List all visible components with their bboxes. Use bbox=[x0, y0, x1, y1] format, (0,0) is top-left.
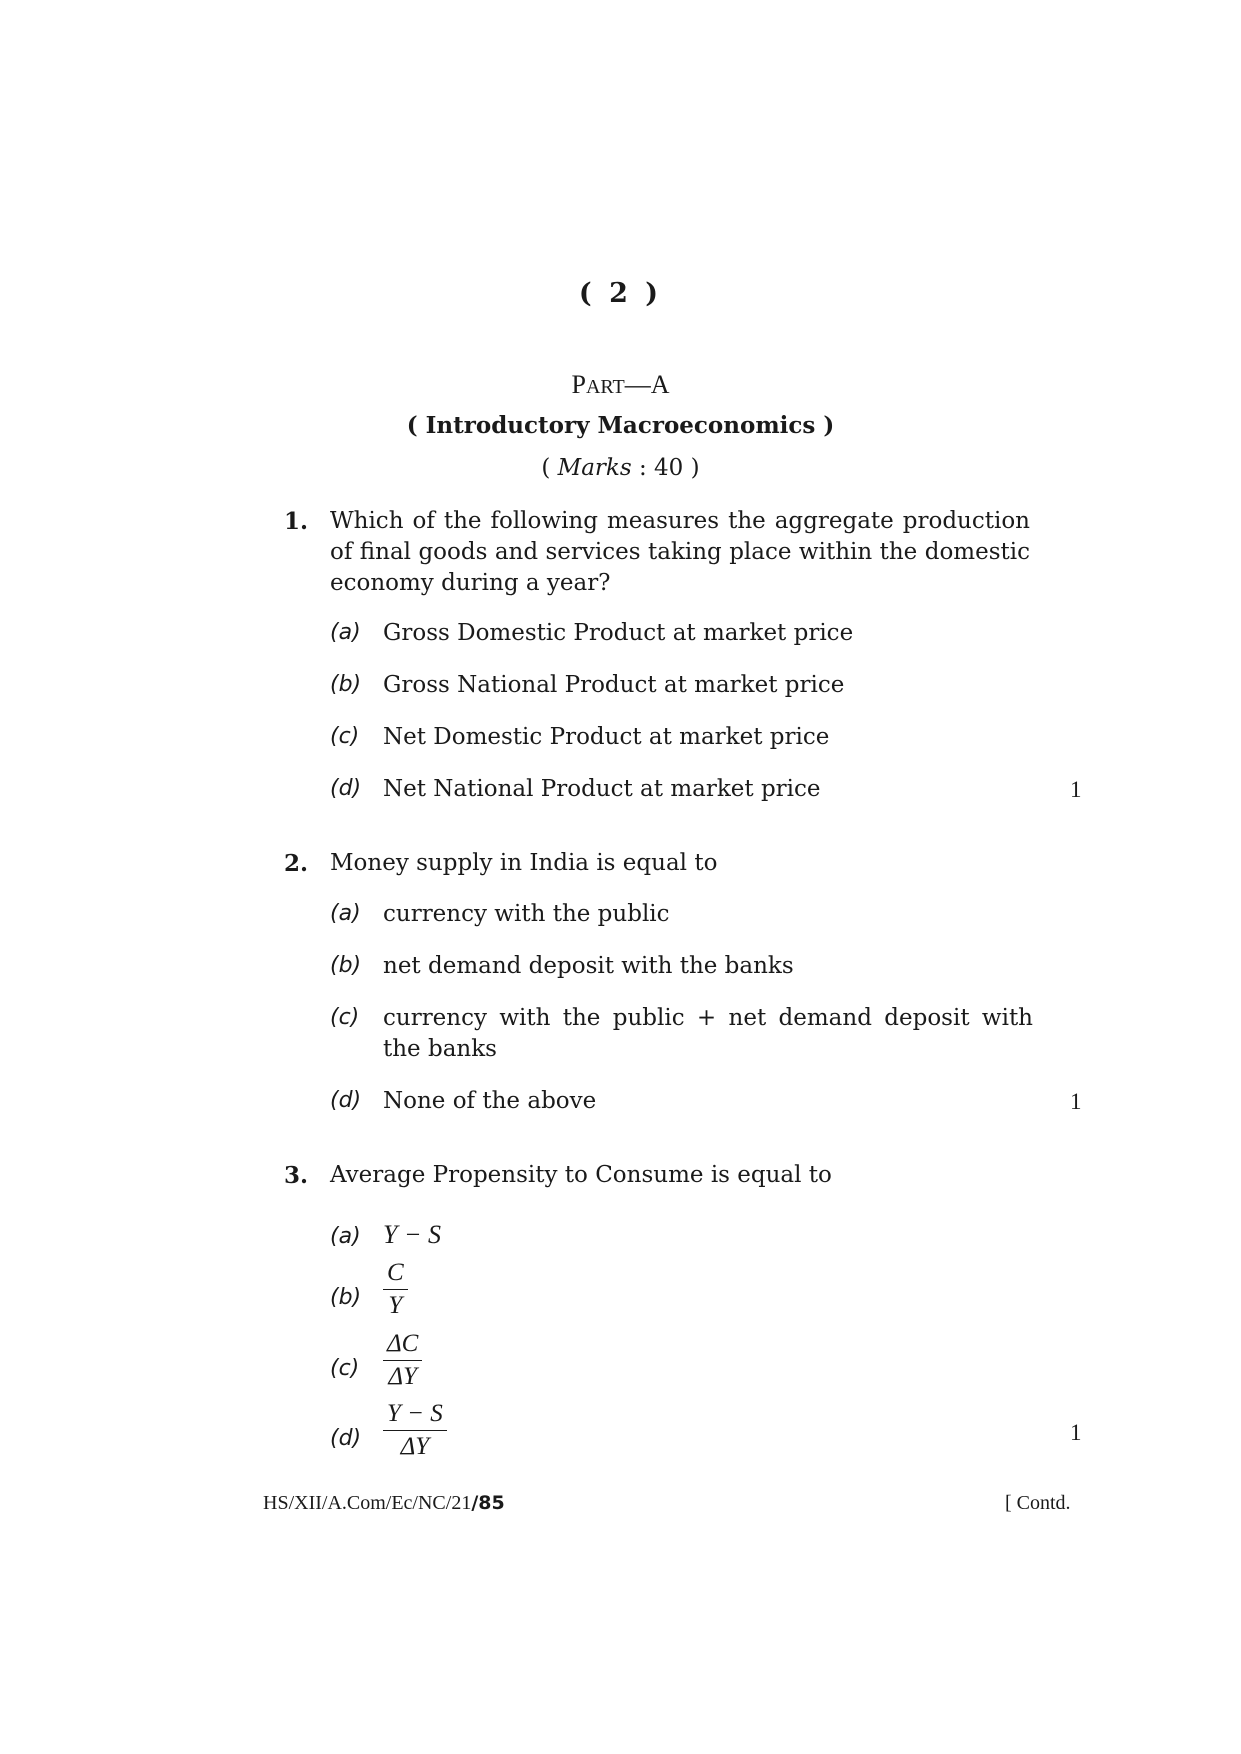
fraction-numerator: Y − S bbox=[383, 1400, 447, 1431]
option-label: (a) bbox=[330, 901, 361, 926]
option-label: (b) bbox=[330, 953, 362, 978]
paper-code-bold: /85 bbox=[471, 1492, 505, 1514]
option-text: Net National Product at market price bbox=[383, 776, 821, 802]
question-number: 1. bbox=[284, 508, 309, 535]
question-marks: 1 bbox=[1070, 1089, 1082, 1114]
fraction bbox=[383, 1259, 408, 1320]
option-text: net demand deposit with the banks bbox=[383, 953, 794, 979]
question-text: Average Propensity to Consume is equal to bbox=[330, 1162, 832, 1188]
option-label: (d) bbox=[330, 1088, 362, 1113]
fraction-denominator: Y bbox=[388, 1292, 403, 1319]
part-suffix: —A bbox=[624, 370, 670, 399]
question-number: 2. bbox=[284, 850, 309, 877]
marks-value: : 40 ) bbox=[638, 455, 700, 481]
fraction bbox=[383, 1400, 447, 1461]
option-label: (a) bbox=[330, 620, 361, 645]
question-text: Which of the following measures the aggregate production of final goods and services taking place within the domestic economy during a year? bbox=[330, 508, 1030, 596]
fraction bbox=[383, 1330, 422, 1391]
option-text: Gross National Product at market price bbox=[383, 672, 845, 698]
part-heading bbox=[0, 370, 1241, 400]
fraction-numerator: C bbox=[383, 1259, 408, 1290]
option-label: (d) bbox=[330, 1426, 362, 1451]
option-text: currency with the public bbox=[383, 901, 670, 927]
option-label: (b) bbox=[330, 1285, 362, 1310]
question-text: Money supply in India is equal to bbox=[330, 850, 718, 876]
option-text: Net Domestic Product at market price bbox=[383, 724, 830, 750]
option-label: (d) bbox=[330, 776, 362, 801]
option-label: (c) bbox=[330, 1356, 360, 1381]
fraction-numerator: ΔC bbox=[383, 1330, 422, 1361]
marks-label: Marks bbox=[557, 455, 632, 481]
fraction-denominator: ΔY bbox=[400, 1433, 430, 1460]
option-expression: Y − S bbox=[383, 1220, 442, 1249]
question-number: 3. bbox=[284, 1162, 309, 1189]
marks-open: ( bbox=[541, 455, 551, 481]
subject-title: ( Introductory Macroeconomics ) bbox=[406, 412, 835, 439]
option-text: None of the above bbox=[383, 1088, 597, 1114]
question-marks: 1 bbox=[1070, 777, 1082, 802]
paper-code-text: HS/XII/A.Com/Ec/NC/21 bbox=[263, 1492, 472, 1514]
paper-code bbox=[263, 1492, 505, 1515]
option-text: currency with the public + net demand deposit with the banks bbox=[383, 1005, 1033, 1062]
fraction-denominator: ΔY bbox=[388, 1363, 417, 1390]
option-label: (c) bbox=[330, 1005, 360, 1030]
option-label: (b) bbox=[330, 672, 362, 697]
question-marks: 1 bbox=[1070, 1420, 1082, 1445]
part-smallcaps: ART bbox=[585, 376, 625, 398]
option-label: (c) bbox=[330, 724, 360, 749]
option-label: (a) bbox=[330, 1224, 361, 1249]
marks-line bbox=[0, 455, 1241, 481]
continued-marker: [ Contd. bbox=[1005, 1492, 1071, 1514]
option-text: Gross Domestic Product at market price bbox=[383, 620, 854, 646]
part-prefix: P bbox=[571, 370, 586, 399]
page-number: ( 2 ) bbox=[578, 278, 663, 309]
